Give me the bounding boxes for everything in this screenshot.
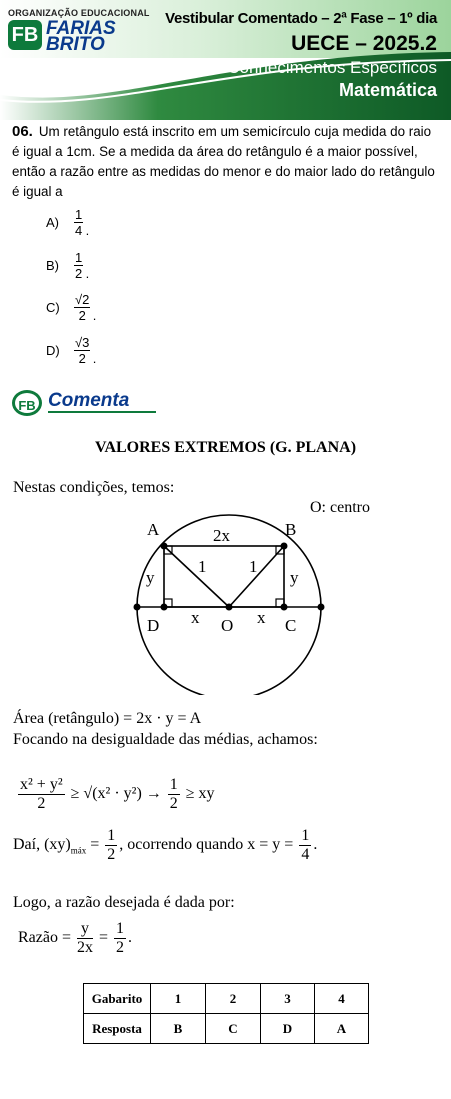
ineq-r-numerator: 1: [169, 776, 178, 793]
option-fraction: 1 4 .: [75, 207, 90, 238]
label-y-right: y: [290, 568, 299, 587]
area-text: Área (retângulo) = 2x · y = A: [13, 710, 202, 727]
conclusion-text: Logo, a razão desejada é dada por:: [13, 894, 235, 911]
ineq-tail: ≥ xy: [185, 785, 215, 803]
header-institution: UECE – 2025.2: [291, 32, 437, 55]
point-b: [281, 543, 288, 550]
ratio-numerator: y: [77, 920, 93, 939]
label-o: O: [221, 616, 234, 635]
ineq-denominator: 2: [37, 795, 46, 812]
comenta-logo-icon: FB: [12, 390, 42, 416]
header-subject: Matemática: [338, 80, 437, 100]
ratio-end: .: [128, 929, 133, 947]
ineq-middle: ≥ √(x² · y²) →: [70, 785, 162, 803]
numerator: √2: [75, 292, 90, 307]
comenta-underline: [48, 411, 156, 413]
legend-text: O: centro: [310, 499, 370, 516]
ratio-denominator: 2x: [77, 939, 93, 956]
dai-middle: , ocorrendo quando x = y =: [119, 836, 298, 854]
label-x-right: x: [257, 608, 266, 627]
focus-text: Focando na desigualdade das médias, achamos:: [13, 731, 318, 748]
point-a: [161, 543, 168, 550]
option-label: B): [46, 258, 59, 273]
table-cell: Gabarito: [84, 984, 151, 1014]
ratio-formula: [18, 920, 132, 957]
rectangle: [164, 546, 284, 607]
table-cell: B: [151, 1014, 206, 1044]
label-x-left: x: [191, 608, 200, 627]
numerator: 1: [75, 207, 83, 222]
point-d: [161, 604, 168, 611]
endpoint-left: [134, 604, 141, 611]
label-y-left: y: [146, 568, 155, 587]
option-label: C): [46, 300, 60, 315]
max-statement: [13, 827, 317, 864]
denominator: 2: [78, 308, 86, 323]
point-c: [281, 604, 288, 611]
semicircle-diagram: [125, 510, 325, 695]
ratio-numerator-2: 1: [116, 920, 125, 937]
org-label: ORGANIZAÇÃO EDUCACIONAL: [8, 8, 150, 18]
label-a: A: [147, 520, 160, 539]
ratio-denominator-2: 2: [116, 939, 125, 956]
numerator: 1: [75, 250, 83, 265]
table-row: [84, 1014, 369, 1044]
section-title: VALORES EXTREMOS (G. PLANA): [94, 439, 357, 456]
table-cell: 3: [261, 984, 315, 1014]
table-cell: 2: [206, 984, 261, 1014]
dai-prefix: Daí, (xy): [13, 836, 71, 854]
question-text: Um retângulo está inscrito em um semicírculo cuja medida do raio é igual a 1cm. Se a medida da área do retângulo é a maior possível, então a razão entre as medidas do menor e do maior lado do retângulo é igual a: [12, 124, 435, 199]
dai-numerator: 1: [107, 827, 116, 844]
option-fraction: 1 2 .: [75, 250, 90, 281]
label-d: D: [147, 616, 160, 635]
denominator: 4: [75, 223, 83, 238]
denominator: 2: [78, 351, 86, 366]
brand-name-line2: BRITO: [46, 34, 105, 55]
label-c: C: [285, 616, 297, 635]
answer-key-table: [83, 983, 369, 1044]
header-exam: Vestibular Comentado – 2ª Fase – 1º dia: [165, 10, 437, 27]
question-number: 06.: [12, 123, 33, 140]
table-cell: A: [315, 1014, 369, 1044]
intro-text: Nestas condições, temos:: [13, 479, 175, 496]
label-b: B: [285, 520, 297, 539]
option-fraction: √3 2 .: [75, 335, 97, 366]
denominator: 2: [75, 266, 83, 281]
dai-denominator-2: 4: [301, 846, 310, 863]
table-cell: 1: [151, 984, 206, 1014]
radius-left: [164, 546, 229, 607]
brand-name-line1: FARIAS: [46, 18, 116, 39]
question: [12, 122, 440, 202]
header: [0, 0, 451, 120]
numerator: √3: [75, 335, 90, 350]
table-row: [84, 984, 369, 1014]
option-label: D): [46, 343, 60, 358]
brand-logo-icon: FB: [8, 20, 42, 50]
table-cell: D: [261, 1014, 315, 1044]
label-radius-1: 1: [198, 557, 207, 576]
endpoint-right: [318, 604, 325, 611]
option-fraction: √2 2 .: [75, 292, 97, 323]
dai-denominator: 2: [107, 846, 116, 863]
dai-numerator-2: 1: [301, 827, 310, 844]
option-label: A): [46, 215, 59, 230]
label-radius-2: 1: [249, 557, 258, 576]
table-cell: C: [206, 1014, 261, 1044]
ratio-label: Razão =: [18, 929, 75, 947]
dai-end: .: [313, 836, 318, 854]
dai-subscript: máx: [70, 845, 87, 856]
table-cell: 4: [315, 984, 369, 1014]
table-cell: Resposta: [84, 1014, 151, 1044]
ineq-r-denominator: 2: [169, 795, 178, 812]
radius-right: [229, 546, 284, 607]
label-2x: 2x: [213, 526, 230, 545]
point-o: [226, 604, 233, 611]
header-area: Conhecimentos Específicos: [227, 58, 437, 77]
ratio-eq: =: [95, 929, 113, 947]
ineq-numerator: x² + y²: [20, 776, 63, 793]
dai-eq: =: [86, 836, 104, 854]
inequality: [16, 776, 215, 813]
comenta-label: Comenta: [48, 390, 130, 411]
